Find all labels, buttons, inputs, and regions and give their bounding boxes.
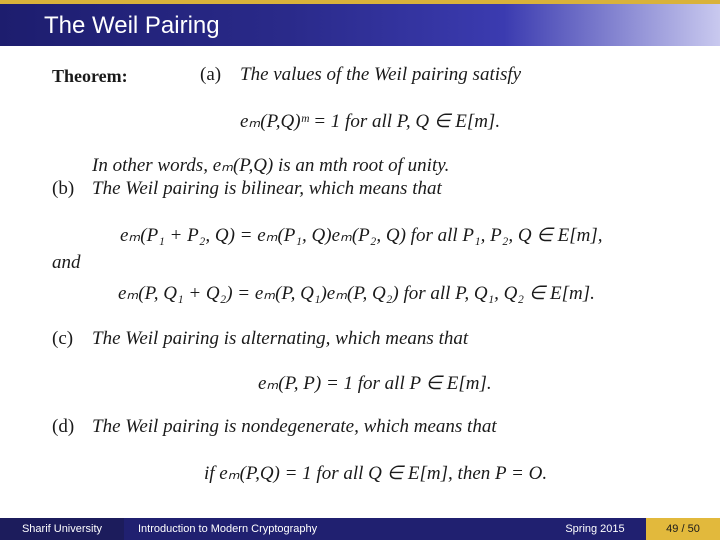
part-d-text: The Weil pairing is nondegenerate, which means that	[92, 416, 497, 437]
part-d-label: (d)	[52, 416, 75, 437]
and-word: and	[52, 252, 81, 273]
part-c-formula: eₘ(P, P) = 1 for all P ∈ E[m].	[258, 373, 492, 394]
part-a-text: The values of the Weil pairing satisfy	[240, 64, 522, 85]
footer-university: Sharif University	[0, 518, 124, 540]
part-b-label: (b)	[52, 178, 75, 199]
footer	[0, 518, 720, 540]
theorem-label: Theorem:	[52, 66, 128, 86]
title-bar	[0, 0, 720, 46]
footer-term: Spring 2015	[544, 518, 646, 540]
part-c-label: (c)	[52, 328, 74, 349]
part-b-formula-2: eₘ(P, Q₁ + Q₂) = eₘ(P, Q₁)eₘ(P, Q₂) for all P, Q₁, Q₂ ∈ E[m].	[118, 283, 595, 304]
part-b-text: The Weil pairing is bilinear, which means that	[92, 178, 442, 199]
part-a-formula: eₘ(P,Q)ᵐ = 1 for all P, Q ∈ E[m].	[240, 111, 501, 132]
part-a-label: (a)	[200, 64, 222, 85]
footer-course: Introduction to Modern Cryptography	[124, 518, 544, 540]
slide-content	[0, 46, 720, 518]
slide-title: The Weil Pairing	[44, 12, 220, 39]
part-c-text: The Weil pairing is alternating, which means that	[92, 328, 469, 349]
part-b-formula-1: eₘ(P₁ + P₂, Q) = eₘ(P₁, Q)eₘ(P₂, Q) for all P₁, P₂, Q ∈ E[m],	[120, 225, 603, 246]
part-a-remark: In other words, eₘ(P,Q) is an mth root of unity.	[92, 155, 450, 176]
part-d-formula: if eₘ(P,Q) = 1 for all Q ∈ E[m], then P = O.	[204, 463, 548, 484]
footer-page-number: 49 / 50	[646, 518, 720, 540]
